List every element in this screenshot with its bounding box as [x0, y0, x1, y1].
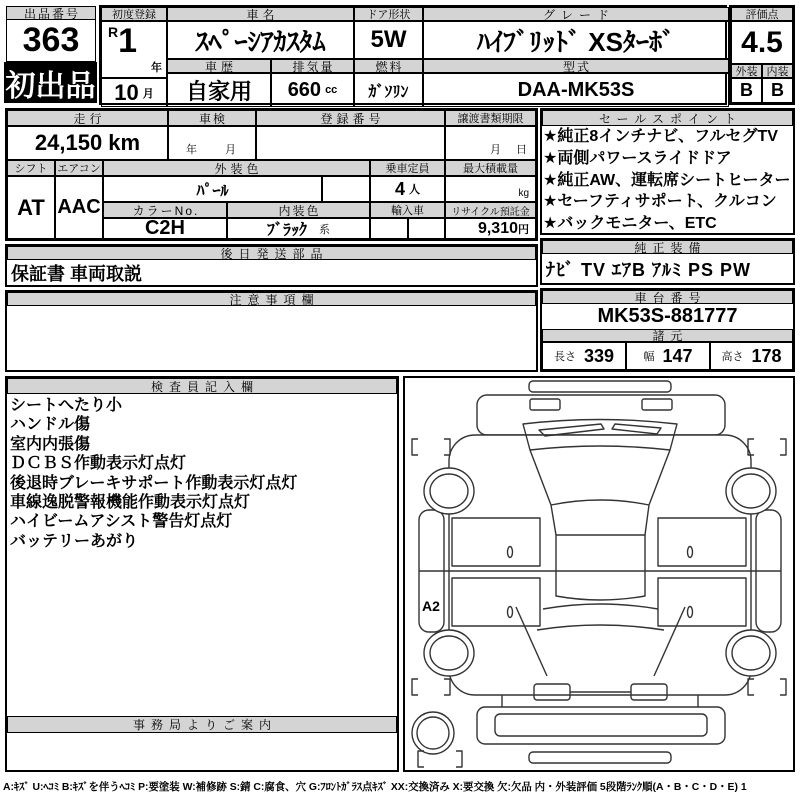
score-value: 4.5 — [731, 21, 793, 64]
door-shape-value: 5W — [354, 21, 423, 59]
inspector-note: 室内内張傷 — [10, 435, 91, 453]
capacity-unit: 人 — [409, 184, 420, 196]
chassis-number-label: 車台番号 — [542, 290, 793, 304]
fuel-label: 燃料 — [354, 59, 423, 73]
first-registration-month — [101, 78, 167, 107]
sales-point: ★純正8インチナビ、フルセグTV — [543, 128, 778, 145]
recycle-deposit-value — [445, 218, 536, 239]
interior-grade-value: B — [762, 78, 793, 103]
recycle-deposit-label: リサイクル預託金 — [445, 202, 536, 218]
width-value: 147 — [662, 345, 693, 366]
inspector-note: 後退時ブレーキサポート作動表示灯点灯 — [10, 474, 298, 492]
inspector-note: ＤＣＢＳ作動表示灯点灯 — [10, 455, 187, 473]
later-parts-title: 後日発送部品 — [7, 246, 536, 260]
chassis-box — [540, 288, 795, 372]
rear-bumper — [477, 707, 725, 744]
history-label: 車歴 — [167, 59, 271, 73]
aircon-value: AAC — [55, 176, 103, 239]
sales-point: ★純正AW、運転席シートヒーター — [543, 171, 791, 189]
model-code-label: 型式 — [423, 59, 729, 73]
office-content — [7, 733, 397, 770]
sales-point: ★セーフティサポート、クルコン — [543, 193, 777, 211]
capacity-number: 4 — [394, 178, 405, 199]
height-label: 高さ — [721, 351, 744, 363]
capacity-value — [370, 176, 445, 202]
lot-number-label: 出品番号 — [6, 6, 96, 20]
oem-equipment-box — [540, 238, 795, 285]
later-parts-box — [5, 244, 538, 287]
transfer-docs-label: 譲渡書類期限 — [445, 110, 536, 126]
sales-point: ★バックモニター、ETC — [543, 215, 717, 233]
registration-number-label: 登録番号 — [256, 110, 445, 126]
car-body — [449, 435, 751, 695]
max-load-value: kg — [445, 176, 536, 202]
color-no-label: カラーNo. — [103, 202, 227, 218]
sales-points-title: セールスポイント — [542, 110, 793, 126]
score-label: 評価点 — [731, 7, 793, 21]
displacement-unit: cc — [325, 84, 338, 96]
interior-grade-label: 内装 — [762, 64, 793, 78]
shaken-value: 年 月 — [168, 126, 256, 160]
transfer-docs-value: 月 日 — [445, 126, 536, 160]
color-no-value: C2H — [103, 218, 227, 239]
registration-number-value — [256, 126, 445, 160]
interior-color-label: 内装色 — [227, 202, 370, 218]
sales-points-box — [540, 108, 795, 235]
mileage-label: 走行 — [7, 110, 168, 126]
fuel-value: ｶﾞｿﾘﾝ — [354, 73, 423, 107]
sales-points-list — [543, 126, 792, 233]
chassis-number-value: MK53S-881777 — [597, 305, 738, 327]
interior-color-value — [227, 218, 370, 239]
era-year: 1 — [118, 22, 138, 60]
inspector-note: 車線逸脱警報機能作動表示灯点灯 — [10, 494, 251, 512]
score-block — [729, 5, 795, 105]
vehicle-header-table — [99, 5, 727, 105]
inspector-notes-list — [7, 394, 397, 716]
interior-color-suffix: 系 — [319, 223, 330, 236]
registration-table — [5, 108, 538, 241]
aircon-label: エアコン — [55, 160, 103, 176]
width-label: 幅 — [643, 351, 655, 363]
exterior-grade-label: 外装 — [731, 64, 762, 78]
displacement-value — [271, 73, 354, 107]
history-value: 自家用 — [167, 73, 271, 107]
front-bumper — [529, 381, 671, 392]
shift-value: AT — [7, 176, 55, 239]
first-registration-year — [101, 21, 167, 78]
length-value: 339 — [583, 345, 615, 366]
era-letter: R — [108, 24, 119, 40]
car-diagram-box — [403, 376, 795, 772]
notes-title: 注意事項欄 — [7, 292, 536, 306]
car-name-value: ｽﾍﾟｰｼｱｶｽﾀﾑ — [167, 21, 354, 59]
exterior-color-label: 外装色 — [103, 160, 370, 176]
height-cell — [710, 342, 793, 370]
month-unit: 月 — [142, 87, 154, 100]
inspector-note: ハイビームアシスト警告灯点灯 — [10, 513, 233, 531]
length-label: 長さ — [553, 351, 576, 363]
notes-box — [5, 290, 538, 372]
import-value-right — [408, 218, 445, 239]
model-code-value: DAA-MK53S — [423, 73, 729, 107]
displacement-label: 排気量 — [271, 59, 354, 73]
import-label: 輸入車 — [370, 202, 445, 218]
month-value: 10 — [114, 79, 139, 105]
exterior-color-value: ﾊﾟｰﾙ — [103, 176, 322, 202]
capacity-label: 乗車定員 — [370, 160, 445, 176]
first-registration-label: 初度登録 — [101, 7, 167, 21]
door-shape-label: ドア形状 — [354, 7, 423, 21]
oem-equipment-value: ﾅﾋﾞ TV ｴｱB ｱﾙﾐ PS PW — [546, 259, 752, 280]
interior-color-name: ﾌﾞﾗｯｸ — [266, 222, 307, 239]
later-parts-value: 保証書 車両取説 — [11, 263, 143, 284]
inspector-box — [5, 376, 399, 772]
shaken-label: 車検 — [168, 110, 256, 126]
grade-label: グレード — [423, 7, 729, 21]
car-diagram — [405, 378, 793, 770]
shift-label: シフト — [7, 160, 55, 176]
notes-value — [7, 306, 536, 370]
displacement-number: 660 — [287, 78, 322, 101]
height-value: 178 — [751, 345, 782, 366]
car-name-label: 車名 — [167, 7, 354, 21]
exterior-color-extra — [322, 176, 370, 202]
recycle-unit: 円 — [518, 223, 529, 236]
inspector-note: バッテリーあがり — [10, 532, 139, 550]
width-cell — [626, 342, 710, 370]
oem-equipment-title: 純正装備 — [542, 240, 793, 254]
length-cell — [542, 342, 626, 370]
inspector-title: 検査員記入欄 — [7, 378, 397, 394]
damage-legend: A:ｷｽﾞ U:ﾍｺﾐ B:ｷｽﾞを伴うﾍｺﾐ P:要塗装 W:補修跡 S:錆 C:腐食、穴 G:ﾌﾛﾝﾄｶﾞﾗｽ点ｷｽﾞ XX:交換済み X:要交換 欠:欠品 内・外装評価 5段階ﾗﾝｸ順(A・B・C・D・E) 1 — [3, 781, 747, 793]
mileage-value: 24,150 km — [7, 126, 168, 160]
sales-point: ★両側パワースライドドア — [543, 149, 732, 167]
first-listing-badge: 初出品 — [4, 62, 97, 103]
import-value-left — [370, 218, 408, 239]
inspector-note: シートへたり小 — [10, 397, 123, 414]
lot-number-value: 363 — [6, 19, 96, 62]
year-unit: 年 — [151, 62, 162, 74]
max-load-label: 最大積載量 — [445, 160, 536, 176]
exterior-grade-value: B — [731, 78, 762, 103]
specs-label: 諸元 — [542, 329, 793, 342]
grade-value: ﾊｲﾌﾞﾘｯﾄﾞ XSﾀｰﾎﾞ — [423, 21, 729, 59]
inspector-note: ハンドル傷 — [10, 416, 91, 434]
damage-mark-a2: A2 — [422, 598, 440, 614]
office-title: 事務局よりご案内 — [7, 716, 397, 733]
recycle-fee: 9,310 — [477, 219, 518, 237]
